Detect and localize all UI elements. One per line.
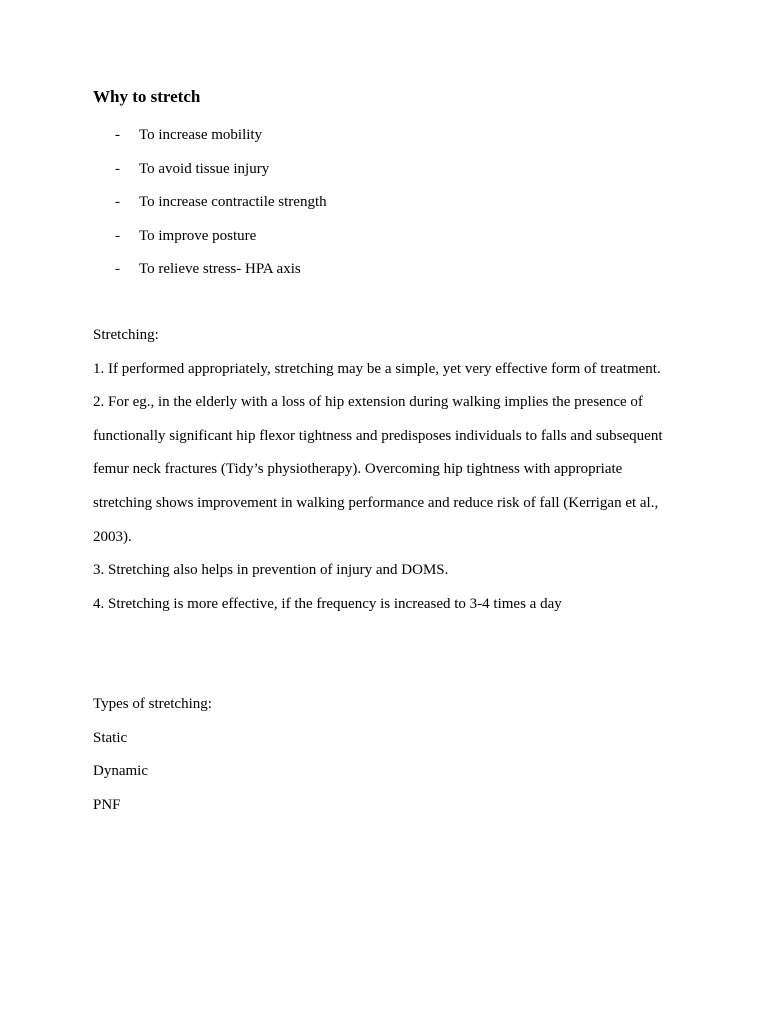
numbered-point: 3. Stretching also helps in prevention of injury and DOMS. (93, 562, 449, 579)
reason-text: To improve posture (139, 227, 257, 244)
bullet-dash: - (115, 194, 120, 211)
types-heading: Types of stretching: (93, 696, 212, 712)
types-section (93, 688, 678, 822)
stretching-section (93, 319, 678, 621)
type-item-pnf: PNF (93, 796, 121, 813)
page-title: Why to stretch (93, 87, 201, 106)
stretching-heading: Stretching: (93, 327, 159, 343)
type-item-dynamic: Dynamic (93, 763, 148, 780)
numbered-point: 2. For eg., in the elderly with a loss of hip extension during walking implies the presence of functionally significant hip flexor tightness and predisposes individuals to falls and subsequent femur neck fractures (Tidy’s physiotherapy). Overcoming hip tightness with appropriate stretching shows improvement in walking performance and reduce risk of fall (Kerrigan et al., 2003). (93, 394, 663, 545)
reason-text: To relieve stress- HPA axis (139, 261, 301, 278)
numbered-point: 1. If performed appropriately, stretching may be a simple, yet very effective form of treatment. (93, 360, 661, 377)
stretching-points (93, 353, 678, 622)
reason-text: To increase mobility (139, 127, 263, 143)
numbered-point: 4. Stretching is more effective, if the frequency is increased to 3-4 times a day (93, 595, 562, 612)
type-item-static: Static (93, 729, 128, 746)
bullet-dash: - (115, 160, 120, 177)
reason-text: To increase contractile strength (139, 194, 327, 211)
bullet-dash: - (115, 127, 120, 143)
reason-text: To avoid tissue injury (139, 160, 270, 177)
bullet-dash: - (115, 227, 120, 244)
bullet-dash: - (115, 261, 120, 278)
